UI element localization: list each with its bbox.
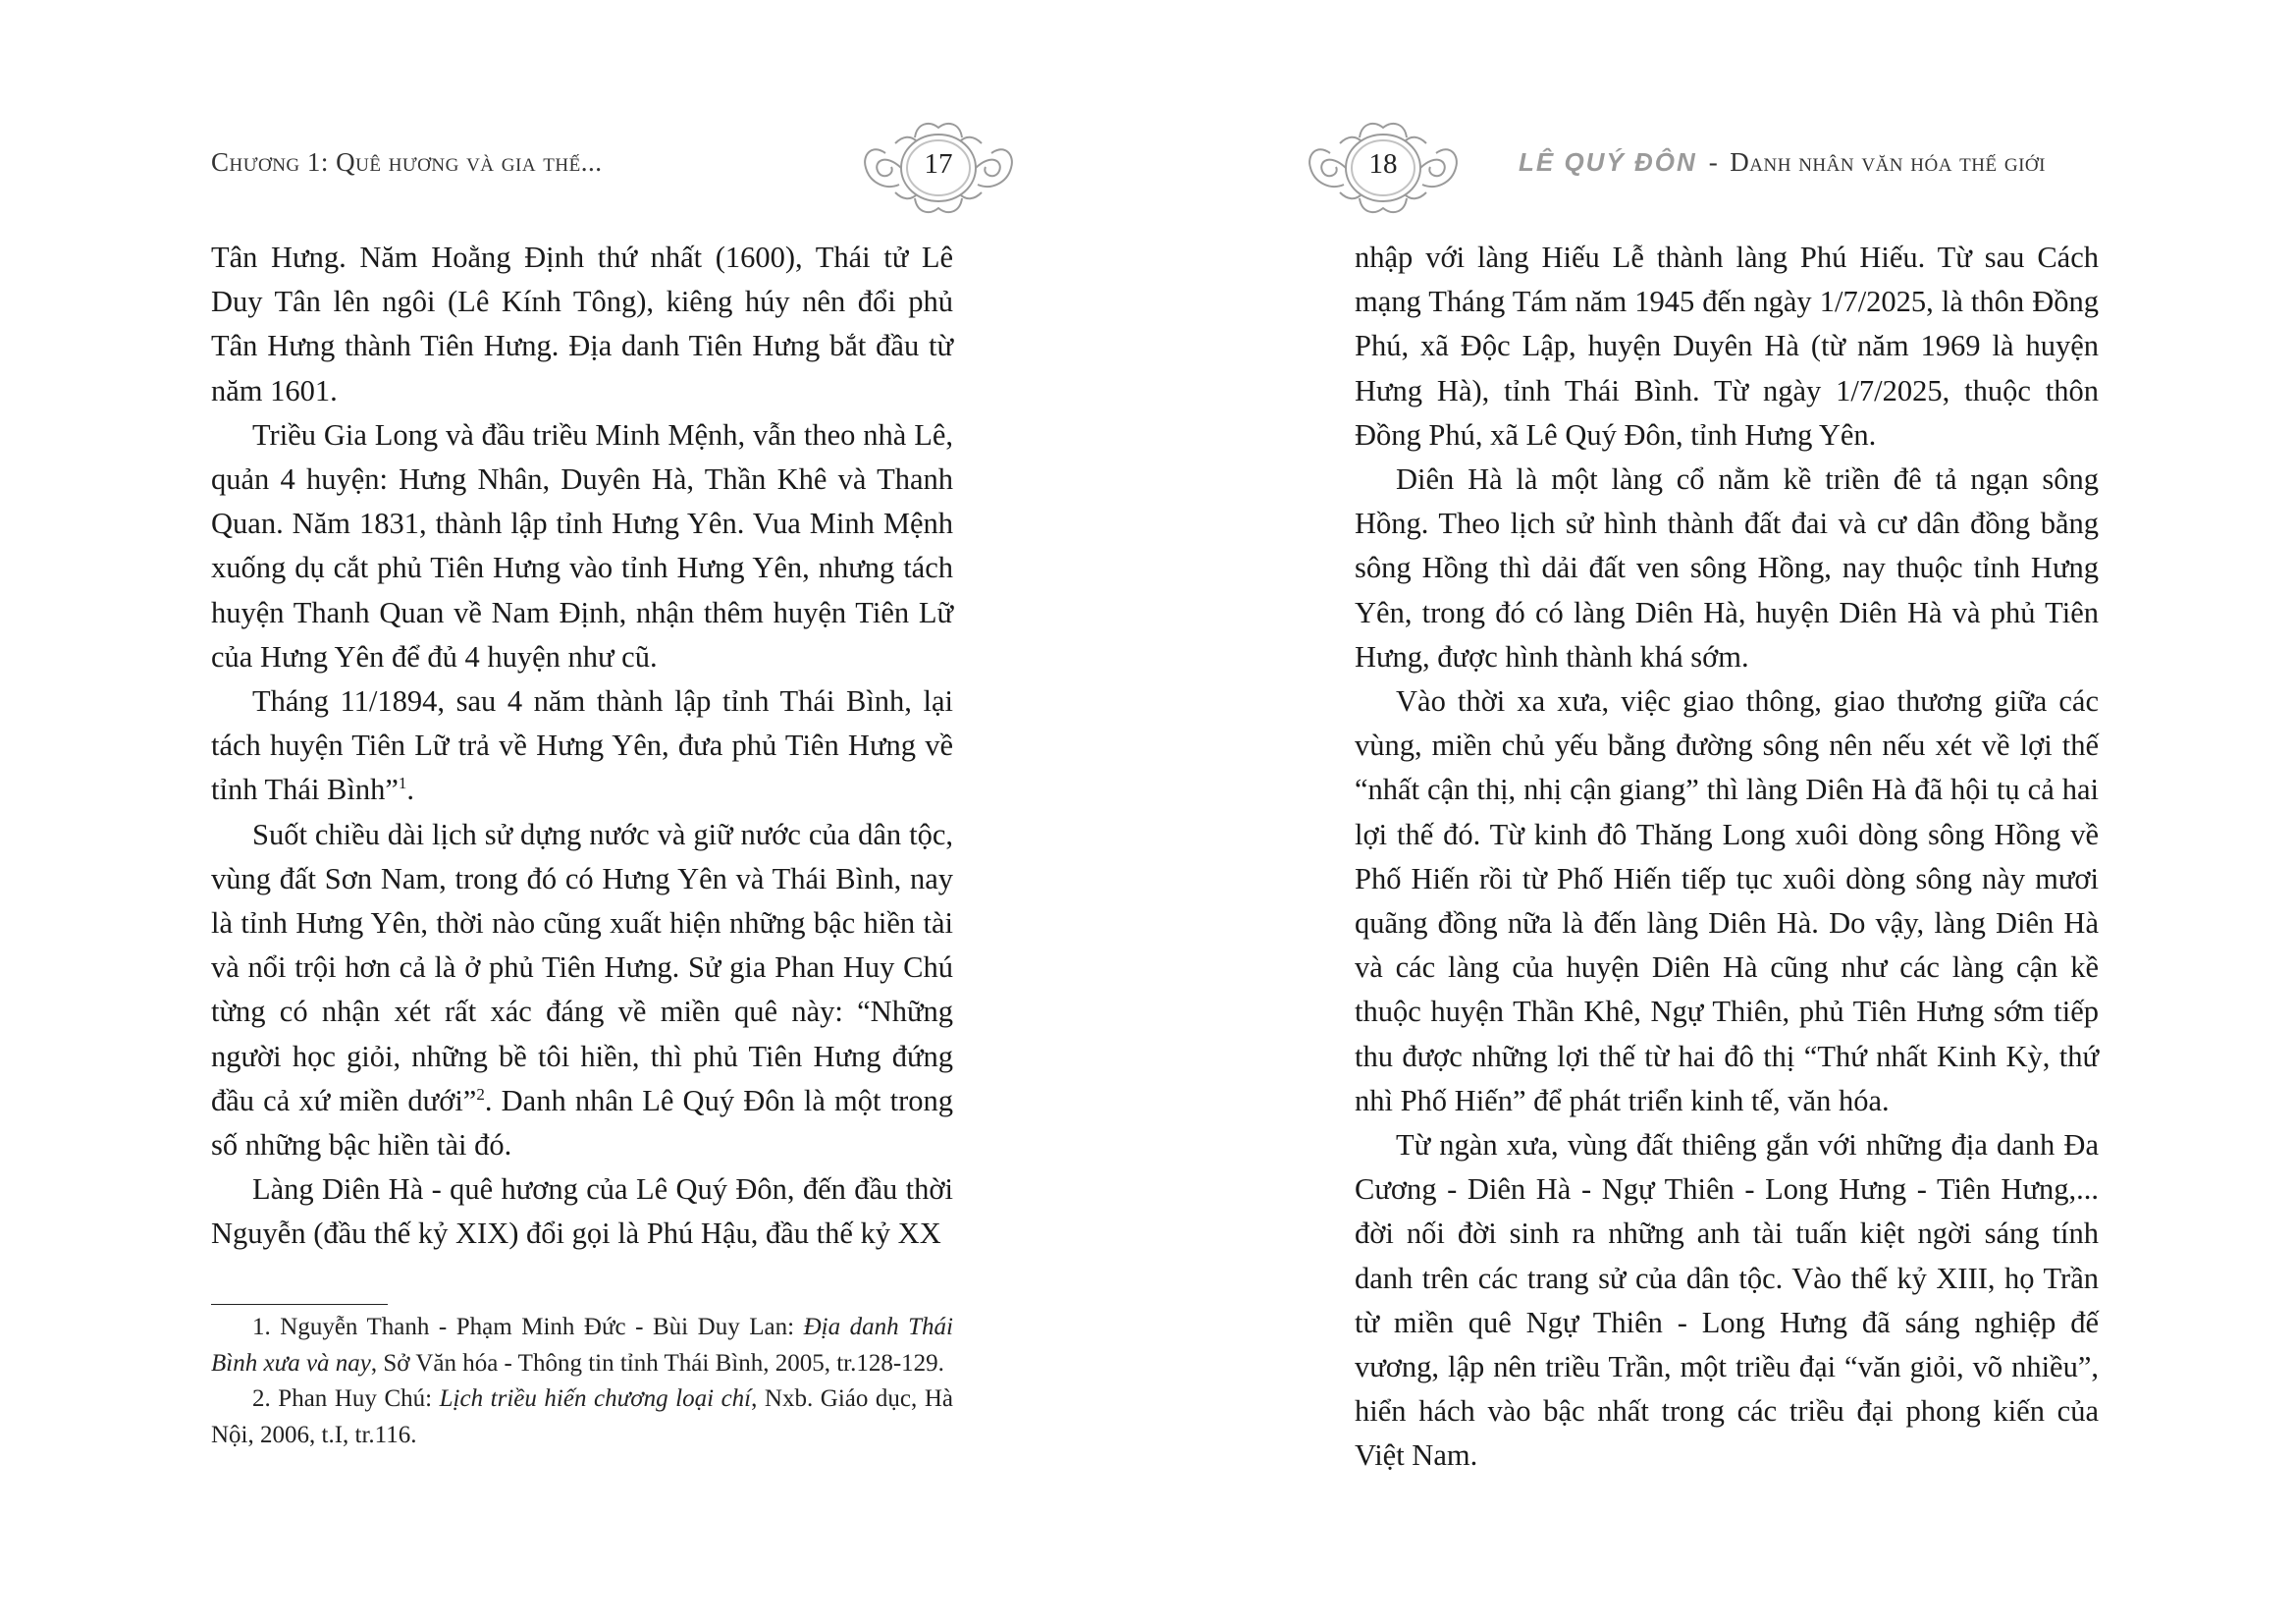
page-number: 17 <box>924 148 953 180</box>
paragraph: Diên Hà là một làng cổ nằm kề triền đê tả ngạn sông Hồng. Theo lịch sử hình thành đất đai và cư dân đồng bằng sông Hồng thì dải đất ven sông Hồng, nay thuộc tỉnh Hưng Yên, trong đó có làng Diên Hà, huyện Diên Hà và phủ Tiên Hưng, được hình thành khá sớm. <box>1355 462 2099 674</box>
footnote <box>211 1310 953 1381</box>
footnote-prefix: 2. Phan Huy Chú: <box>252 1385 440 1412</box>
book-header <box>1519 147 2046 178</box>
page-number: 18 <box>1368 148 1398 180</box>
paragraph: Từ ngàn xưa, vùng đất thiêng gắn với những địa danh Đa Cương - Diên Hà - Ngự Thiên - Long Hưng - Tiên Hưng,... đời nối đời sinh ra những anh tài tuấn kiệt ngời sáng tính danh trên các trang sử của dân tộc. Vào thế kỷ XIII, họ Trần từ miền quê Ngự Thiên - Long Hưng đã sáng nghiệp đế vương, lập nên triều Trần, một triều đại “văn giỏi, võ nhiều”, hiển hách vào bậc nhất trong các triều đại phong kiến của Việt Nam. <box>1355 1128 2099 1473</box>
footnote-ref-1: 1 <box>398 774 407 793</box>
header-author: LÊ QUÝ ĐÔN <box>1519 147 1697 177</box>
footnotes <box>211 1310 953 1453</box>
paragraph: Tân Hưng. Năm Hoằng Định thứ nhất (1600), Thái tử Lê Duy Tân lên ngôi (Lê Kính Tông), kiêng húy nên đổi phủ Tân Hưng thành Tiên Hưng. Địa danh Tiên Hưng bắt đầu từ năm 1601. <box>211 241 953 407</box>
footnote <box>211 1381 953 1453</box>
paragraph-text: Tháng 11/1894, sau 4 năm thành lập tỉnh Thái Bình, lại tách huyện Tiên Lữ trả về Hưng Yên, đưa phủ Tiên Hưng về tỉnh Thái Bình” <box>211 684 953 807</box>
paragraph-text: Danh nhân Lê Quý Đôn là một trong số những bậc hiền tài đó. <box>211 1083 953 1163</box>
header-title: Danh nhân văn hóa thế giới <box>1730 147 2046 177</box>
left-body-text <box>211 236 953 1257</box>
page-number-ornament <box>856 114 1021 222</box>
page-number-ornament <box>1301 114 1466 222</box>
right-body-text <box>1355 236 2099 1479</box>
paragraph: nhập với làng Hiếu Lễ thành làng Phú Hiếu. Từ sau Cách mạng Tháng Tám năm 1945 đến ngày 1/7/2025, là thôn Đồng Phú, xã Độc Lập, huyện Duyên Hà (từ năm 1969 là huyện Hưng Hà), tỉnh Thái Bình. Từ ngày 1/7/2025, thuộc thôn Đồng Phú, xã Lê Quý Đôn, tỉnh Hưng Yên. <box>1355 241 2099 452</box>
footnote-prefix: 1. Nguyễn Thanh - Phạm Minh Đức - Bùi Duy Lan: <box>252 1314 804 1340</box>
footnote-divider <box>211 1304 388 1305</box>
header-separator: - <box>1708 147 1719 177</box>
paragraph: Làng Diên Hà - quê hương của Lê Quý Đôn, đến đầu thời Nguyễn (đầu thế kỷ XIX) đổi gọi là Phú Hậu, đầu thế kỷ XX <box>211 1172 953 1251</box>
chapter-header: Chương 1: Quê hương và gia thế... <box>211 147 603 177</box>
footnote-title: Lịch triều hiến chương loại chí <box>439 1385 752 1412</box>
footnote-title: Địa danh Thái Bình xưa và nay <box>211 1314 953 1377</box>
footnote-suffix: , Sở Văn hóa - Thông tin tỉnh Thái Bình, 2005, tr.128-129. <box>370 1349 944 1377</box>
right-page <box>1148 0 2296 1624</box>
footnote-suffix: , Nxb. Giáo dục, Hà Nội, 2006, t.I, tr.116. <box>211 1385 953 1448</box>
paragraph <box>211 813 953 1168</box>
paragraph: Triều Gia Long và đầu triều Minh Mệnh, vẫn theo nhà Lê, quản 4 huyện: Hưng Nhân, Duyên Hà, Thần Khê và Thanh Quan. Năm 1831, thành lập tỉnh Hưng Yên. Vua Minh Mệnh xuống dụ cắt phủ Tiên Hưng vào tỉnh Hưng Yên, nhưng tách huyện Thanh Quan về Nam Định, nhận thêm huyện Tiên Lữ của Hưng Yên để đủ 4 huyện như cũ. <box>211 417 953 674</box>
paragraph <box>211 679 953 813</box>
footnote-ref-2: 2 <box>476 1084 485 1104</box>
punctuation: . <box>406 773 415 807</box>
punctuation: . <box>484 1083 493 1117</box>
paragraph: Vào thời xa xưa, việc giao thông, giao thương giữa các vùng, miền chủ yếu bằng đường sông nên nếu xét về lợi thế “nhất cận thị, nhị cận giang” thì làng Diên Hà đã hội tụ cả hai lợi thế đó. Từ kinh đô Thăng Long xuôi dòng sông Hồng về Phố Hiến rồi từ Phố Hiến tiếp tục xuôi dòng sông này mươi quãng đồng nữa là đến làng Diên Hà. Do vậy, làng Diên Hà và các làng của huyện Diên Hà cũng như các làng cận kề thuộc huyện Thần Khê, Ngự Thiên, phủ Tiên Hưng sớm tiếp thu được những lợi thế từ hai đô thị “Thứ nhất Kinh Kỳ, thứ nhì Phố Hiến” để phát triển kinh tế, văn hóa. <box>1355 684 2099 1117</box>
paragraph-text: Suốt chiều dài lịch sử dựng nước và giữ nước của dân tộc, vùng đất Sơn Nam, trong đó có Hưng Yên và Thái Bình, nay là tỉnh Hưng Yên, thời nào cũng xuất hiện những bậc hiền tài và nổi trội hơn cả là ở phủ Tiên Hưng. Sử gia Phan Huy Chú từng có nhận xét rất xác đáng về miền quê này: “Những người học giỏi, những bề tôi hiền, thì phủ Tiên Hưng đứng đầu cả xứ miền dưới” <box>211 817 953 1117</box>
